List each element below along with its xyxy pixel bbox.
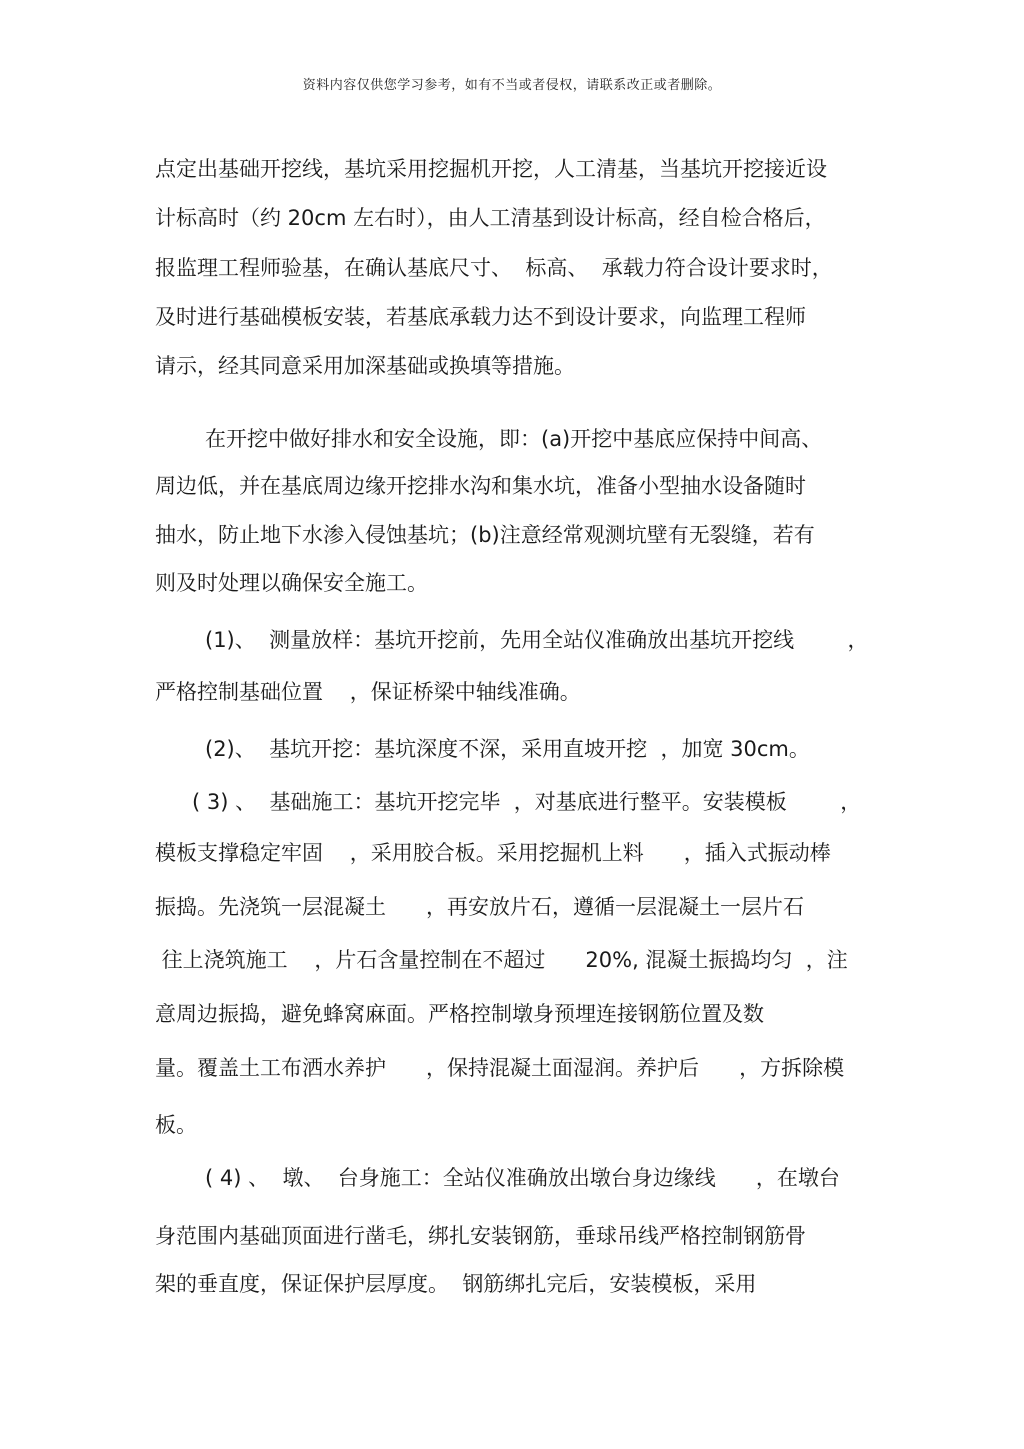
text-line: 意周边振捣，避免蜂窝麻面。严格控制墩身预埋连接钢筋位置及数 xyxy=(155,1002,764,1026)
text-line: ( 4) 、 墩、 台身施工：全站仪准确放出墩台身边缘线 ，在墩台 xyxy=(205,1166,840,1190)
text-line: 模板支撑稳定牢固 ，采用胶合板。采用挖掘机上料 ，插入式振动棒 xyxy=(155,841,831,865)
text-line: 请示，经其同意采用加深基础或换填等措施。 xyxy=(155,354,575,378)
text-line: ( 3) 、 基础施工：基坑开挖完毕 ，对基底进行整平。安装模板 ， xyxy=(192,790,862,814)
text-line: 报监理工程师验基，在确认基底尺寸、 标高、 承载力符合设计要求时， xyxy=(155,256,833,280)
text-line: 抽水，防止地下水渗入侵蚀基坑；(b)注意经常观测坑壁有无裂缝，若有 xyxy=(155,523,815,547)
text-line: 在开挖中做好排水和安全设施，即：(a)开挖中基底应保持中间高、 xyxy=(205,427,823,451)
text-line: (2)、 基坑开挖：基坑深度不深，采用直坡开挖 ，加宽 30cm。 xyxy=(205,737,810,761)
text-line: 架的垂直度，保证保护层厚度。 钢筋绑扎完后，安装模板，采用 xyxy=(155,1272,757,1296)
text-line: 身范围内基础顶面进行凿毛，绑扎安装钢筋，垂球吊线严格控制钢筋骨 xyxy=(155,1224,806,1248)
text-line: 则及时处理以确保安全施工。 xyxy=(155,571,428,595)
text-line: 量。覆盖土工布洒水养护 ，保持混凝土面湿润。养护后 ，方拆除模 xyxy=(155,1056,845,1080)
text-line: 振捣。先浇筑一层混凝土 ，再安放片石，遵循一层混凝土一层片石 xyxy=(155,895,805,919)
header-note: 资料内容仅供您学习参考，如有不当或者侵权，请联系改正或者删除。 xyxy=(302,78,722,93)
text-line: 板。 xyxy=(155,1113,197,1137)
text-line: 往上浇筑施工 ，片石含量控制在不超过 20%, 混凝土振捣均匀 ，注 xyxy=(155,948,848,972)
text-line: 计标高时（约 20cm 左右时），由人工清基到设计标高，经自检合格后， xyxy=(155,206,826,230)
text-line: 及时进行基础模板安装，若基底承载力达不到设计要求，向监理工程师 xyxy=(155,305,806,329)
text-line: 严格控制基础位置 ，保证桥梁中轴线准确。 xyxy=(155,680,581,704)
text-line: (1)、 测量放样：基坑开挖前，先用全站仪准确放出基坑开挖线 ， xyxy=(205,628,869,652)
text-line: 点定出基础开挖线，基坑采用挖掘机开挖，人工清基，当基坑开挖接近设 xyxy=(155,157,827,181)
text-line: 周边低，并在基底周边缘开挖排水沟和集水坑，准备小型抽水设备随时 xyxy=(155,474,806,498)
